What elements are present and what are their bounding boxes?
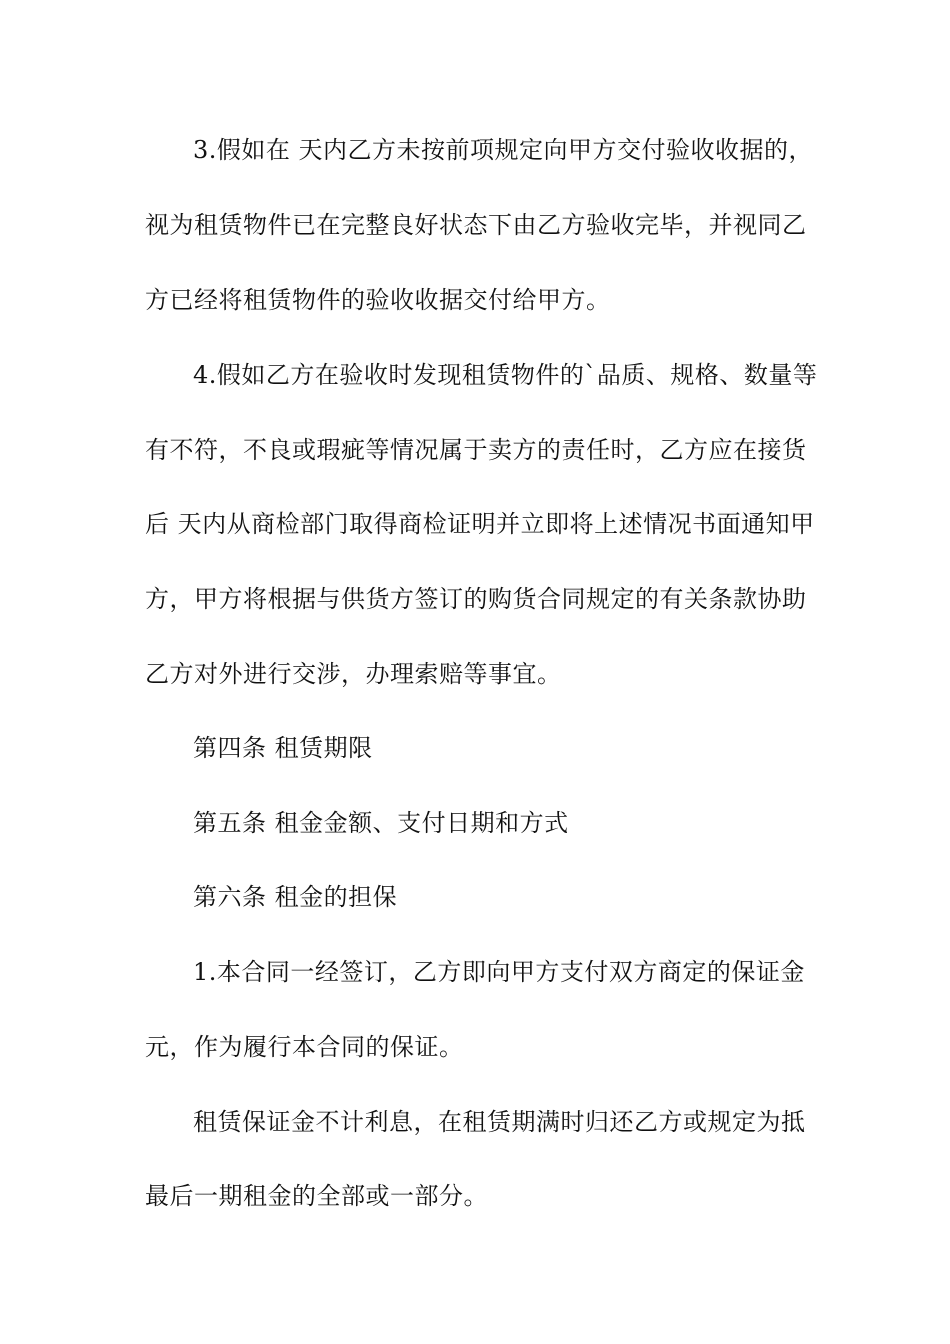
paragraph-4-line-3: 后 天内从商检部门取得商检证明并立即将上述情况书面通知甲 — [145, 510, 815, 538]
article-5-heading: 第五条 租金金额、支付日期和方式 — [193, 809, 569, 837]
paragraph-3-line-3: 方已经将租赁物件的验收收据交付给甲方。 — [145, 286, 611, 314]
paragraph-4-line-1: 4.假如乙方在验收时发现租赁物件的`品质、规格、数量等 — [193, 361, 818, 389]
paragraph-4-line-5: 乙方对外进行交涉，办理索赔等事宜。 — [145, 660, 562, 688]
guarantee-paragraph-line-1: 1.本合同一经签订，乙方即向甲方支付双方商定的保证金 — [193, 958, 805, 986]
guarantee-paragraph-line-2: 元，作为履行本合同的保证。 — [145, 1033, 464, 1061]
paragraph-3-line-1: 3.假如在 天内乙方未按前项规定向甲方交付验收收据的， — [193, 136, 814, 164]
paragraph-3-line-2: 视为租赁物件已在完整良好状态下由乙方验收完毕，并视同乙 — [145, 211, 807, 239]
article-6-heading: 第六条 租金的担保 — [193, 883, 398, 911]
paragraph-4-line-2: 有不符，不良或瑕疵等情况属于卖方的责任时，乙方应在接货 — [145, 436, 807, 464]
paragraph-4-line-4: 方，甲方将根据与供货方签订的购货合同规定的有关条款协助 — [145, 585, 807, 613]
deposit-paragraph-line-2: 最后一期租金的全部或一部分。 — [145, 1182, 488, 1210]
article-4-heading: 第四条 租赁期限 — [193, 734, 373, 762]
deposit-paragraph-line-1: 租赁保证金不计利息，在租赁期满时归还乙方或规定为抵 — [193, 1108, 806, 1136]
